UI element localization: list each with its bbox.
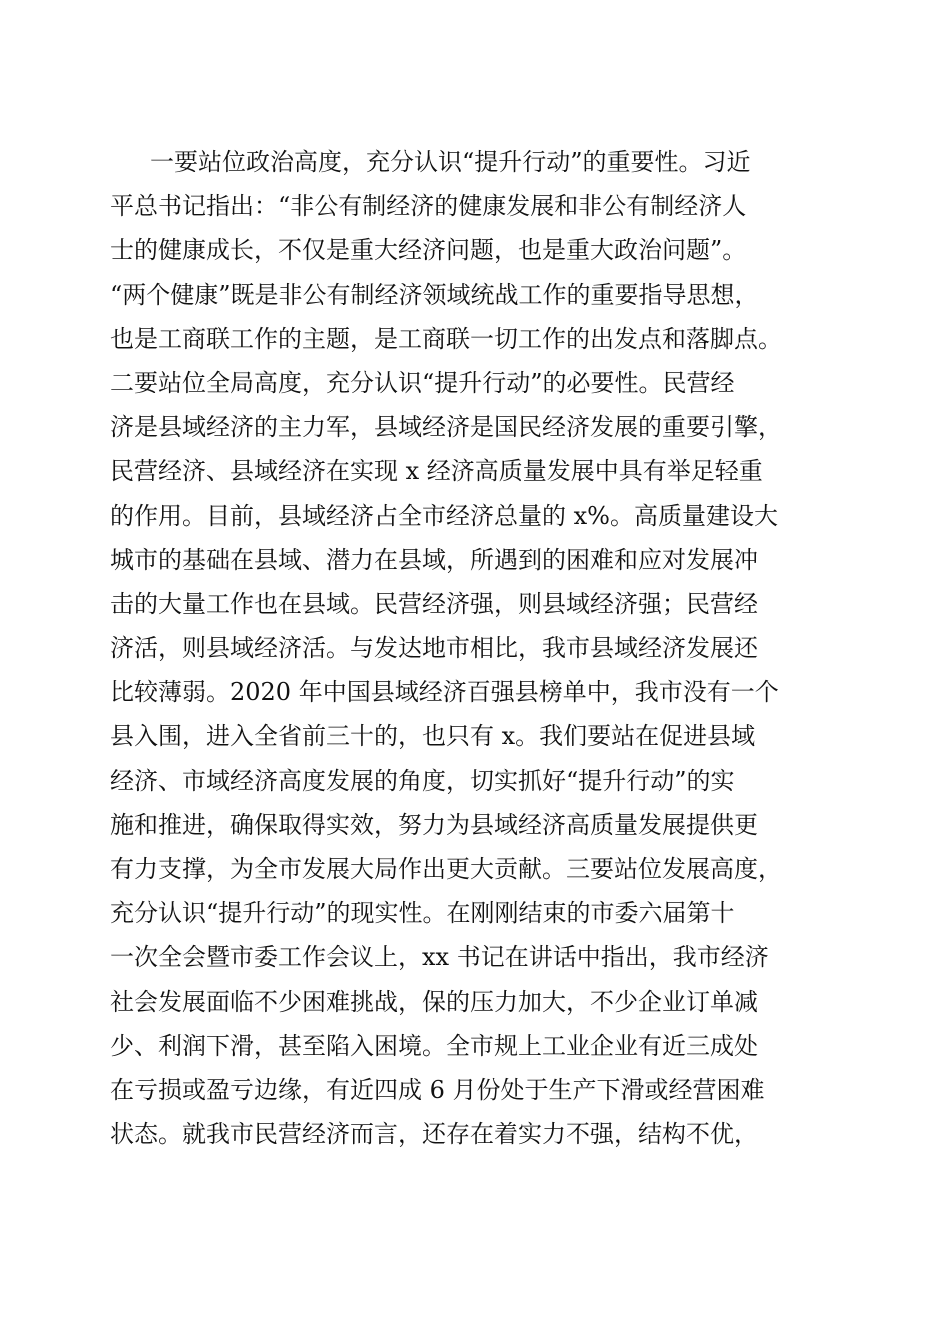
body-text [110,140,855,1156]
text-line: 的作用。目前，县域经济占全市经济总量的 x%。高质量建设大 [110,501,778,530]
text-line: 也是工商联工作的主题，是工商联一切工作的出发点和落脚点。 [110,324,782,353]
text-line: 二要站位全局高度，充分认识“提升行动”的必要性。民营经 [110,368,735,397]
text-line: 民营经济、县域经济在实现 x 经济高质量发展中具有举足轻重 [110,457,763,486]
text-line: 一次全会暨市委工作会议上，xx 书记在讲话中指出，我市经济 [110,943,769,972]
text-line: 施和推进，确保取得实效，努力为县域经济高质量发展提供更 [110,810,758,839]
text-line: 平总书记指出：“非公有制经济的健康发展和非公有制经济人 [110,192,747,221]
text-line: 状态。就我市民营经济而言，还存在着实力不强，结构不优， [110,1120,758,1149]
text-line: 在亏损或盈亏边缘，有近四成 6 月份处于生产下滑或经营困难 [110,1075,765,1104]
text-line: 击的大量工作也在县域。民营经济强，则县域经济强；民营经 [110,589,758,618]
text-line: 社会发展面临不少困难挑战，保的压力加大，不少企业订单减 [110,987,758,1016]
text-line: “两个健康”既是非公有制经济领域统战工作的重要指导思想， [110,280,759,309]
text-line: 经济、市域经济高度发展的角度，切实抓好“提升行动”的实 [110,766,735,795]
text-line: 济活，则县域经济活。与发达地市相比，我市县域经济发展还 [110,634,758,663]
text-line: 济是县域经济的主力军，县域经济是国民经济发展的重要引擎， [110,413,782,442]
text-line: 少、利润下滑，甚至陷入困境。全市规上工业企业有近三成处 [110,1031,758,1060]
text-line: 城市的基础在县域、潜力在县域，所遇到的困难和应对发展冲 [110,545,758,574]
text-line: 县入围，进入全省前三十的，也只有 x。我们要站在促进县域 [110,722,756,751]
text-line: 士的健康成长，不仅是重大经济问题，也是重大政治问题”。 [110,236,747,265]
text-line: 充分认识“提升行动”的现实性。在刚刚结束的市委六届第十 [110,899,735,928]
text-line: 比较薄弱。2020 年中国县域经济百强县榜单中，我市没有一个 [110,678,779,707]
text-line: 一要站位政治高度，充分认识“提升行动”的重要性。习近 [150,148,751,176]
text-line: 有力支撑，为全市发展大局作出更大贡献。三要站位发展高度， [110,855,782,883]
